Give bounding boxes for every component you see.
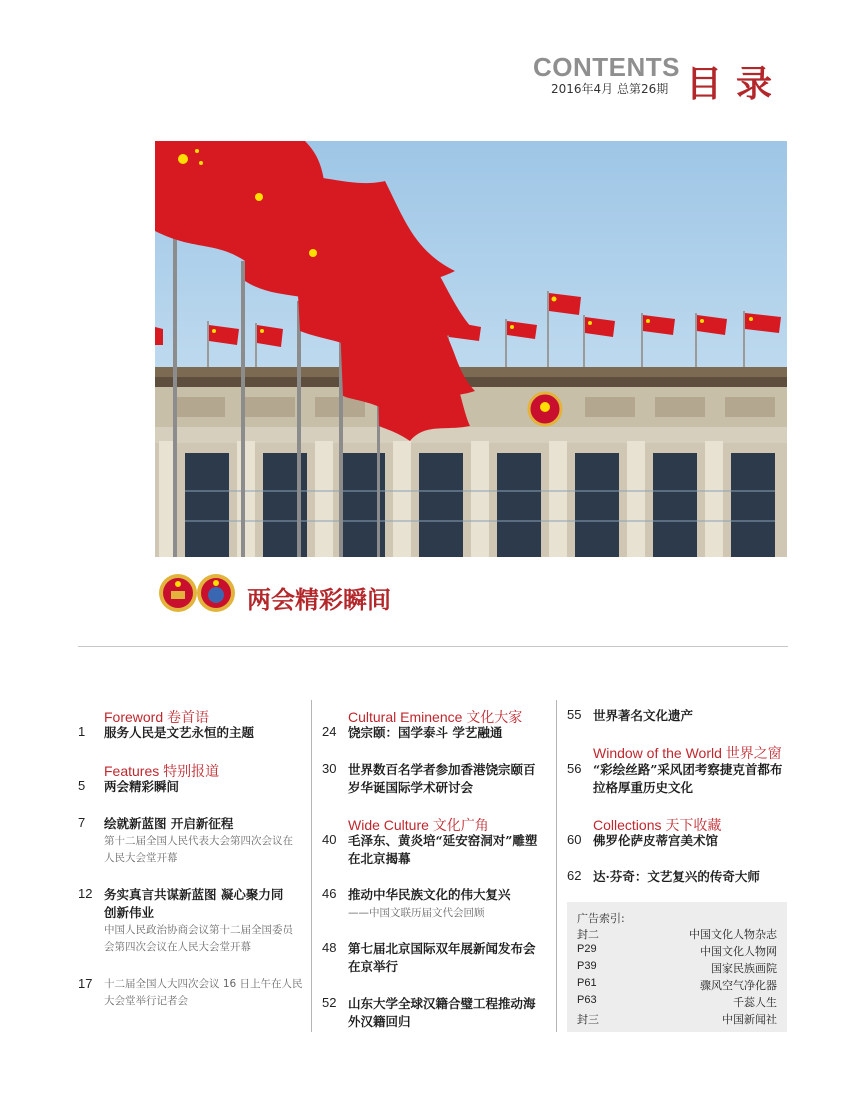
entry-title: “彩绘丝路”采风团考察捷克首都布 拉格厚重历史文化 — [593, 762, 783, 795]
section-window-world[interactable]: Window of the World 世界之窗 — [593, 745, 782, 761]
page-number: 46 — [322, 886, 337, 901]
entry-title: 毛泽东、黄炎培“延安窑洞对”雕塑 在北京揭幕 — [348, 833, 538, 866]
page-number: 24 — [322, 724, 337, 739]
page-number: 62 — [567, 868, 582, 883]
section-foreword[interactable]: Foreword 卷首语 — [104, 709, 210, 725]
ad-index-box — [567, 902, 787, 1032]
page-number: 52 — [322, 995, 337, 1010]
entry-title: 绘就新蓝图 开启新征程 — [104, 816, 234, 831]
great-hall-flags-illustration — [155, 141, 787, 557]
national-emblem-icon — [159, 574, 197, 612]
page-number: 17 — [78, 976, 93, 991]
entry-title: 佛罗伦萨皮蒂宫美术馆 — [593, 833, 719, 848]
ad-row: 封二 中国文化人物杂志 — [577, 928, 777, 941]
ad-row: P29 中国文化人物网 — [577, 943, 777, 958]
entry-title: 服务人民是文艺永恒的主题 — [104, 725, 255, 740]
ad-row: P61 骤风空气净化器 — [577, 977, 777, 992]
page-number: 5 — [78, 778, 86, 793]
national-emblems — [158, 571, 238, 615]
entry-description: ——中国文联历届文代会回顾 — [348, 907, 485, 919]
page-number: 1 — [78, 724, 86, 739]
great-hall-building — [155, 367, 787, 557]
section-wide-culture[interactable]: Wide Culture 文化广角 — [348, 817, 489, 833]
entry-description: 第十二届全国人民代表大会第四次会议在 人民大会堂开幕 — [104, 835, 293, 864]
section-cultural-eminence[interactable]: Cultural Eminence 文化大家 — [348, 709, 523, 725]
page-number: 48 — [322, 940, 337, 955]
entry-description: 十二届全国人大四次会议 16 日上午在人民 大会堂举行记者会 — [104, 978, 303, 1007]
cppcc-emblem-icon — [197, 574, 235, 612]
contents-title-cn: 目录 — [686, 64, 787, 105]
entry-title: 饶宗颐：国学泰斗 学艺融通 — [348, 725, 503, 740]
cover-photo — [155, 141, 787, 557]
entry-title: 世界著名文化遗产 — [593, 708, 694, 723]
divider — [78, 646, 788, 647]
contents-heading: CONTENTS — [533, 52, 680, 82]
entry-title: 第七届北京国际双年展新闻发布会 在京举行 — [348, 941, 536, 974]
feature-title: 两会精彩瞬间 — [247, 586, 391, 614]
page-number: 56 — [567, 761, 582, 776]
entry-title: 务实真言共谋新蓝图 凝心聚力同 创新伟业 — [104, 887, 284, 920]
ad-row: P63 千蕊人生 — [577, 994, 777, 1009]
entry-title: 世界数百名学者参加香港饶宗颐百 岁华诞国际学术研讨会 — [348, 762, 536, 795]
entry-title: 达·芬奇：文艺复兴的传奇大师 — [593, 869, 760, 884]
page-number: 60 — [567, 832, 582, 847]
entry-title: 山东大学全球汉籍合璧工程推动海 外汉籍回归 — [348, 996, 536, 1029]
ad-row: 封三 中国新闻社 — [577, 1013, 777, 1026]
column-divider — [556, 700, 557, 1032]
entry-description: 中国人民政治协商会议第十二届全国委员 会第四次会议在人民大会堂开幕 — [104, 924, 293, 953]
page-number: 7 — [78, 815, 86, 830]
page-number: 30 — [322, 761, 337, 776]
entry-title: 两会精彩瞬间 — [104, 779, 180, 794]
ad-row: P39 国家民族画院 — [577, 960, 777, 975]
ad-index-heading: 广告索引: — [577, 912, 625, 925]
section-features[interactable]: Features 特别报道 — [104, 763, 220, 779]
page-number: 55 — [567, 707, 582, 722]
page-number: 12 — [78, 886, 93, 901]
page-number: 40 — [322, 832, 337, 847]
entry-title: 推动中华民族文化的伟大复兴 — [348, 887, 511, 902]
issue-info: 2016年4月 总第26期 — [551, 82, 669, 96]
section-collections[interactable]: Collections 天下收藏 — [593, 817, 722, 833]
